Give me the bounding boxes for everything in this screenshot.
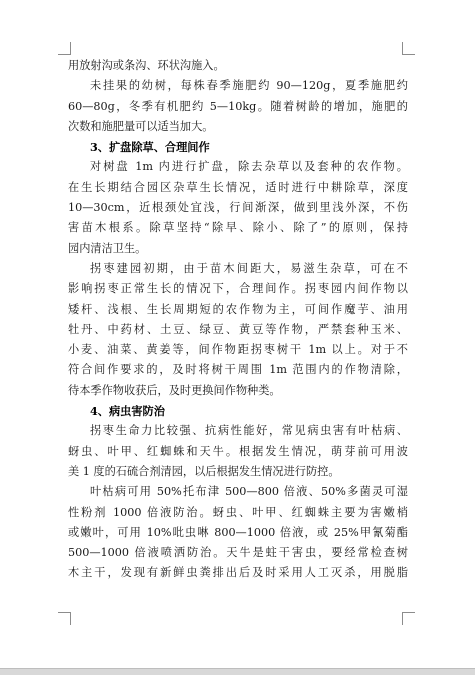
- text-line: 拐枣建园初期，由于苗木间距大，易滋生杂草，可在不: [90, 261, 408, 275]
- text-line: 符合间作要求的，及时将树干周围 1m 范围内的作物清除，: [68, 363, 408, 377]
- text-line: 影响拐枣正常生长的情况下，合理间作。拐枣园内间作物以: [68, 282, 408, 296]
- text-line: 矮杆、浅根、生长周期短的农作物为主，可间作魔芋、油用: [68, 302, 408, 316]
- text-line: 蚜虫、叶甲、红蜘蛛和天牛。根据发生情况，萌芽前可用波: [68, 444, 408, 458]
- text-line: 在生长期结合园区杂草生长情况，适时进行中耕除草，深度: [68, 180, 408, 194]
- text-line: 60—80g，冬季有机肥约 5—10kg。随着树龄的增加，施肥的: [68, 99, 408, 113]
- text-line: 或嫩叶，可用 10%吡虫啉 800—1000 倍液，或 25%甲氰菊酯: [68, 525, 408, 539]
- top-left-crop-mark: [58, 42, 71, 55]
- section-heading: 4、病虫害防治: [90, 404, 165, 419]
- text-line: 10—30cm，近根颈处宜浅，行间渐深，做到里浅外深，不伤: [68, 201, 408, 215]
- text-line: 美 1 度的石硫合剂清园，以后根据发生情况进行防控。: [68, 464, 340, 478]
- text-line: 500—1000 倍液喷洒防治。天牛是蛀干害虫，要经常检查树: [68, 546, 408, 560]
- text-line: 对树盘 1m 内进行扩盘，除去杂草以及套种的农作物。: [90, 160, 408, 174]
- text-line: 害苗木根系。除草坚持“除早、除小、除了”的原则，保持: [68, 221, 408, 235]
- document-body[interactable]: [68, 56, 408, 584]
- text-line: 园内清洁卫生。: [68, 241, 147, 255]
- text-line: 拐枣生命力比较强、抗病性能好，常见病虫害有叶枯病、: [90, 424, 408, 438]
- text-line: 待本季作物收获后，及时更换间作物种类。: [68, 383, 281, 397]
- text-line: 小麦、油菜、黄姜等，间作物距拐枣树干 1m 以上。对于不: [68, 343, 408, 357]
- text-line: 牡丹、中药材、土豆、绿豆、黄豆等作物，严禁套种玉米、: [68, 322, 408, 336]
- section-heading: 3、扩盘除草、合理间作: [90, 140, 210, 155]
- text-line: 叶枯病可用 50%托布津 500—800 倍液、50%多菌灵可湿: [90, 485, 408, 499]
- text-line: 未挂果的幼树，每株春季施肥约 90—120g，夏季施肥约: [90, 79, 408, 93]
- text-line: 木主干，发现有新鲜虫粪排出后及时采用人工灭杀，用脱脂: [68, 566, 408, 580]
- top-right-crop-mark: [402, 42, 415, 55]
- bottom-right-crop-mark: [402, 612, 415, 625]
- bottom-left-crop-mark: [58, 612, 71, 625]
- text-line: 用放射沟或条沟、环状沟施入。: [68, 59, 225, 72]
- text-line: 次数和施肥量可以适当加大。: [68, 119, 214, 133]
- text-line: 性粉剂 1000 倍液防治。蚜虫、叶甲、红蜘蛛主要为害嫩梢: [68, 505, 408, 519]
